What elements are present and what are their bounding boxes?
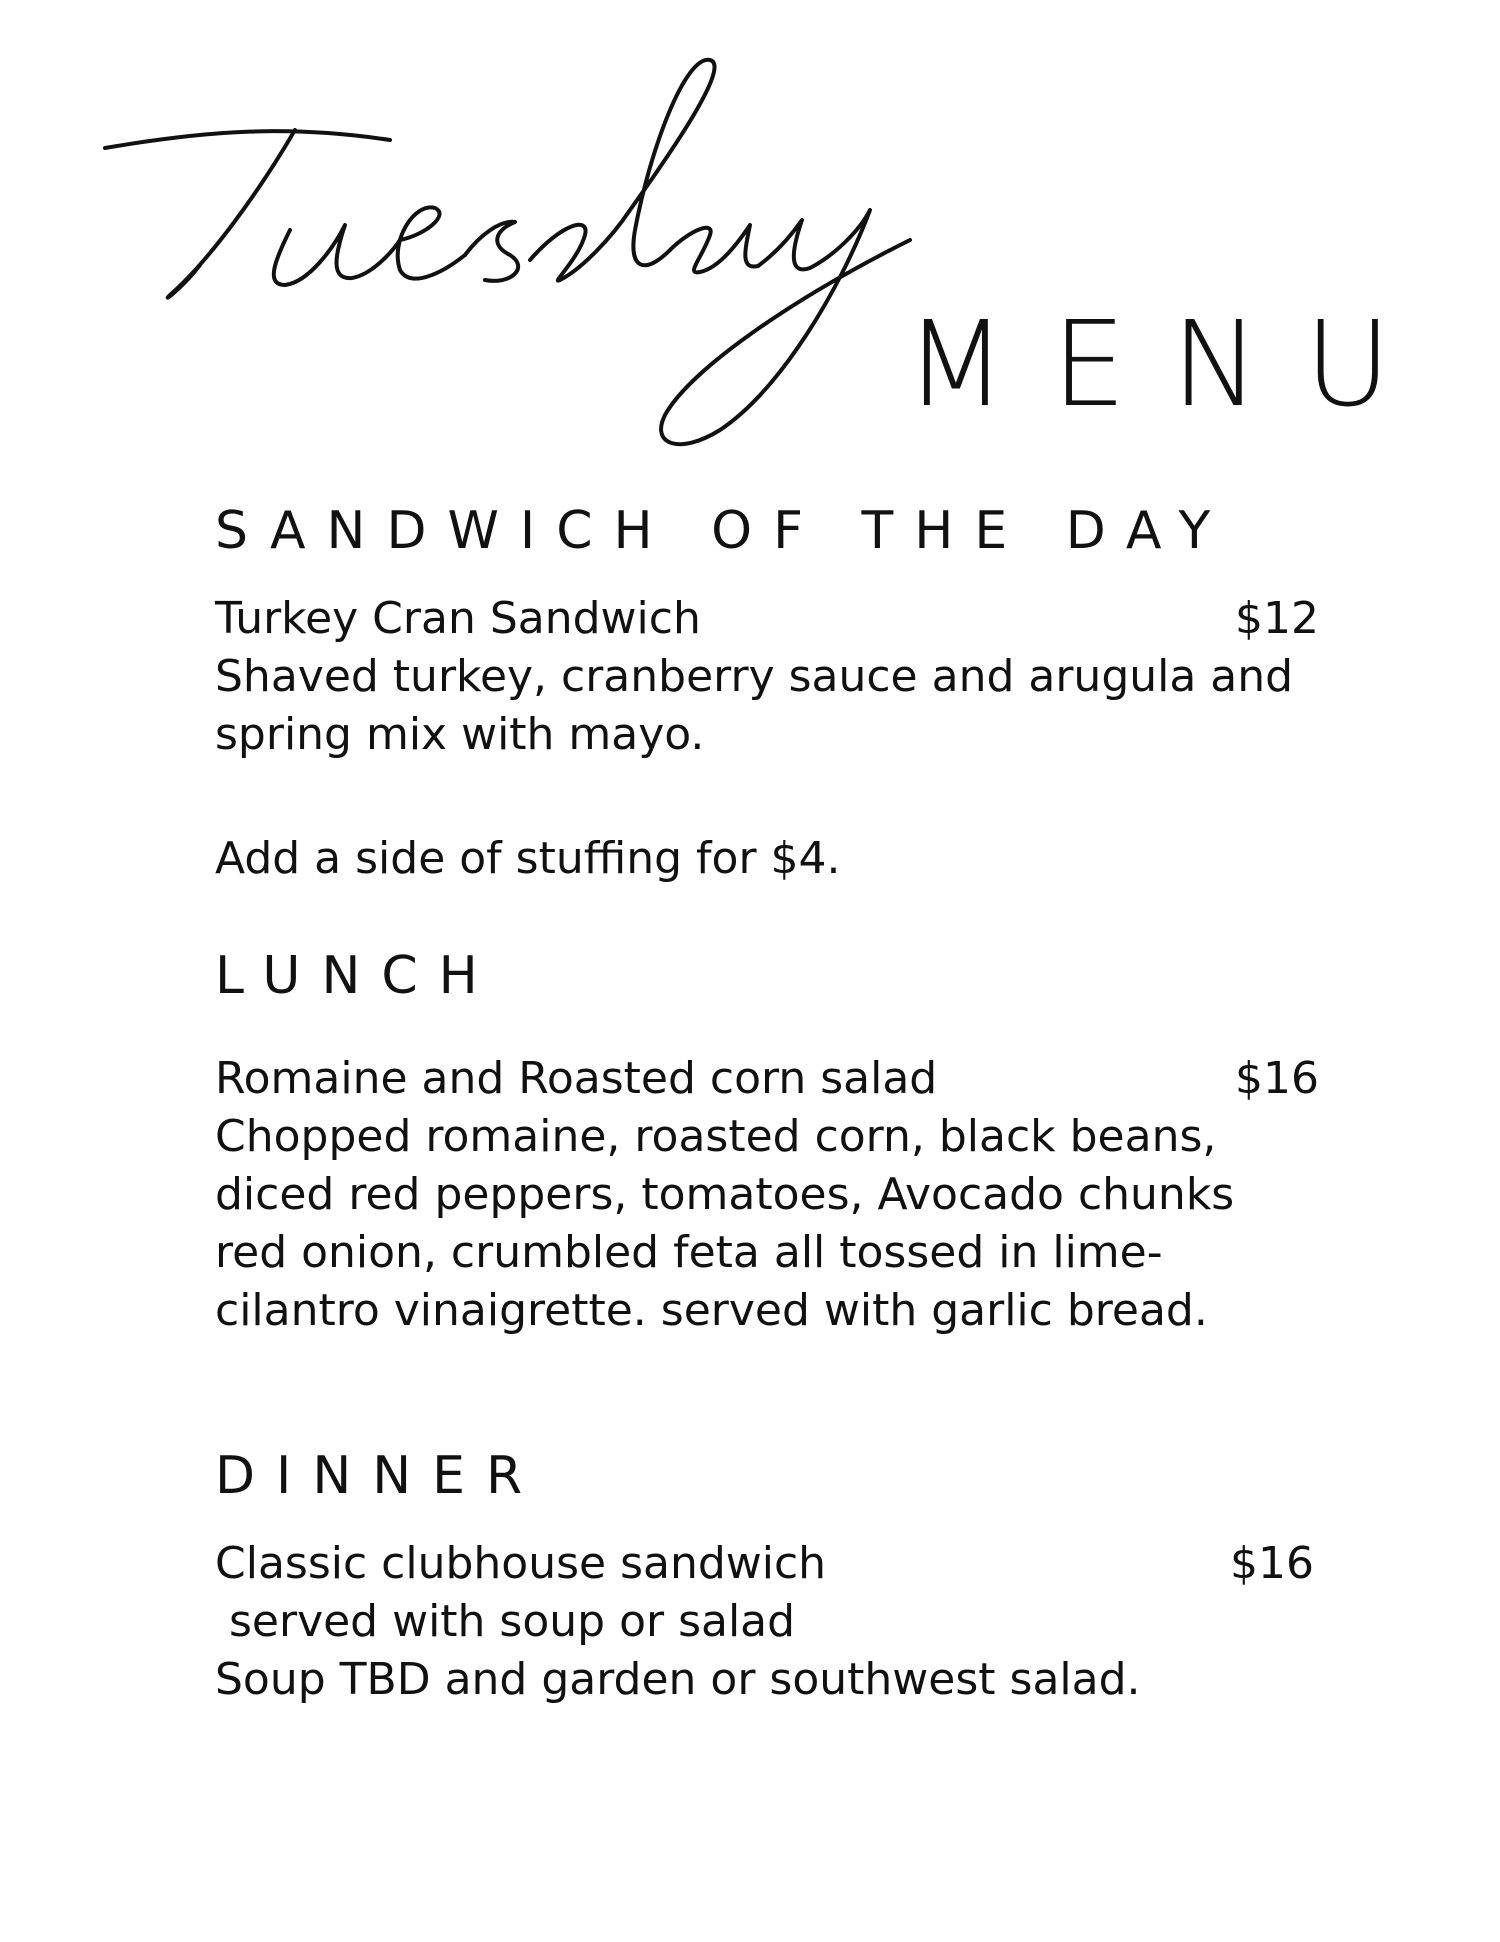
section-heading-sandwich-of-the-day: SANDWICH OF THE DAY [215, 501, 1232, 561]
item-title-row [215, 1535, 1335, 1593]
item-description-line: Chopped romaine, roasted corn, black beans, [215, 1111, 1217, 1162]
item-description-line: diced red peppers, tomatoes, Avocado chunks [215, 1169, 1235, 1220]
script-title-tuesday [90, 30, 970, 470]
section-heading-dinner: DINNER [215, 1446, 544, 1506]
item-note-add-stuffing: Add a side of stuffing for $4. [215, 833, 841, 884]
menu-item-turkey-cran-sandwich [215, 590, 1335, 764]
item-description-line: red onion, crumbled feta all tossed in lime- [215, 1227, 1163, 1278]
section-heading-lunch: LUNCH [215, 946, 499, 1006]
item-title-row [215, 590, 1335, 648]
item-price: $16 [1235, 1053, 1319, 1104]
item-name: Romaine and Roasted corn salad [215, 1053, 938, 1104]
item-name: Classic clubhouse sandwich [215, 1538, 827, 1589]
menu-item-clubhouse-sandwich [215, 1535, 1335, 1709]
item-description-line: cilantro vinaigrette. served with garlic bread. [215, 1285, 1208, 1336]
item-price: $16 [1230, 1538, 1314, 1589]
menu-heading: MENU [905, 295, 1437, 433]
item-description-line: spring mix with mayo. [215, 709, 705, 760]
item-name: Turkey Cran Sandwich [215, 593, 701, 644]
item-description-line: Shaved turkey, cranberry sauce and arugula and [215, 651, 1294, 702]
item-description-line: served with soup or salad [215, 1596, 796, 1647]
item-title-row [215, 1050, 1335, 1108]
item-price: $12 [1235, 593, 1319, 644]
menu-item-romaine-corn-salad [215, 1050, 1335, 1340]
tuesday-script-lettering [90, 30, 970, 470]
item-description-line: Soup TBD and garden or southwest salad. [215, 1654, 1141, 1705]
